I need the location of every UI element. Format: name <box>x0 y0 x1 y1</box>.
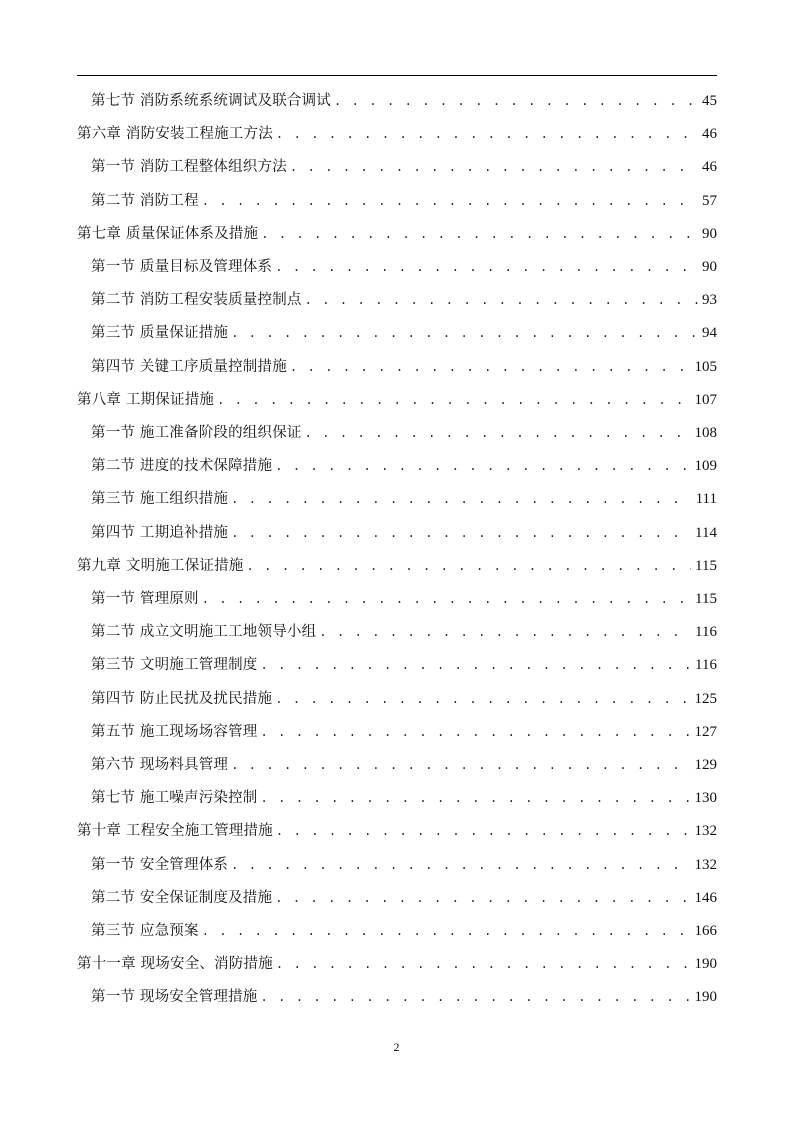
toc-entry-label: 第三节 施工组织措施 <box>91 491 229 508</box>
toc-entry-page: 93 <box>702 292 717 309</box>
toc-section-entry[interactable] <box>91 587 717 611</box>
toc-entry-page: 115 <box>695 557 717 574</box>
toc-dot-leader <box>305 288 698 312</box>
toc-entry-page: 190 <box>694 989 717 1006</box>
toc-entry-page: 107 <box>694 391 717 408</box>
toc-dot-leader <box>319 620 691 644</box>
toc-entry-label: 第二节 消防工程 <box>91 192 199 209</box>
toc-entry-label: 第十一章 现场安全、消防措施 <box>77 956 273 973</box>
toc-dot-leader <box>305 421 691 445</box>
toc-chapter-entry[interactable] <box>77 222 717 246</box>
toc-entry-label: 第三节 应急预案 <box>91 923 199 939</box>
toc-dot-leader <box>261 653 692 677</box>
toc-section-entry[interactable] <box>91 89 717 113</box>
toc-entry-page: 127 <box>694 723 717 740</box>
toc-entry-label: 第二节 消防工程安装质量控制点 <box>91 292 302 309</box>
toc-entry-label: 第一节 管理原则 <box>91 591 199 607</box>
toc-entry-label: 第一节 消防工程整体组织方法 <box>91 159 287 176</box>
toc-section-entry[interactable] <box>91 521 717 545</box>
toc-dot-leader <box>275 255 698 279</box>
toc-section-entry[interactable] <box>91 321 717 345</box>
toc-entry-page: 116 <box>695 657 717 674</box>
toc-entry-label: 第一节 安全管理体系 <box>91 856 229 873</box>
toc-dot-leader <box>276 122 698 146</box>
toc-entry-page: 46 <box>702 126 717 143</box>
toc-section-entry[interactable] <box>91 786 717 810</box>
toc-dot-leader <box>217 388 690 412</box>
toc-section-entry[interactable] <box>91 288 717 312</box>
toc-dot-leader <box>261 786 691 810</box>
toc-entry-label: 第三节 质量保证措施 <box>91 325 229 342</box>
toc-dot-leader <box>275 886 690 910</box>
toc-dot-leader <box>231 521 691 545</box>
toc-dot-leader <box>231 853 690 877</box>
page-number: 2 <box>393 1040 400 1054</box>
toc-entry-page: 115 <box>695 591 717 607</box>
toc-dot-leader <box>290 355 691 379</box>
toc-section-entry[interactable] <box>91 653 717 677</box>
toc-entry-label: 第二节 成立文明施工工地领导小组 <box>91 624 317 641</box>
toc-entry-label: 第七章 质量保证体系及措施 <box>77 225 259 242</box>
toc-section-entry[interactable] <box>91 720 717 744</box>
toc-dot-leader <box>261 720 691 744</box>
toc-entry-label: 第一节 现场安全管理措施 <box>91 989 258 1006</box>
toc-chapter-entry[interactable] <box>77 819 717 843</box>
toc-entry-label: 第九章 文明施工保证措施 <box>77 557 244 574</box>
toc-dot-leader <box>275 454 690 478</box>
toc-entry-page: 105 <box>694 358 717 375</box>
toc-entry-page: 90 <box>702 259 717 275</box>
toc-entry-page: 108 <box>694 425 717 441</box>
toc-dot-leader <box>276 952 691 976</box>
toc-entry-label: 第五节 施工现场场容管理 <box>91 723 258 740</box>
toc-dot-leader <box>261 985 691 1009</box>
toc-entry-page: 94 <box>702 325 717 342</box>
toc-section-entry[interactable] <box>91 919 717 943</box>
toc-dot-leader <box>202 919 691 943</box>
toc-entry-label: 第一节 施工准备阶段的组织保证 <box>91 425 302 441</box>
toc-entry-page: 57 <box>702 192 717 209</box>
toc-entry-label: 第一节 质量目标及管理体系 <box>91 259 273 275</box>
toc-entry-label: 第四节 关键工序质量控制措施 <box>91 358 287 375</box>
toc-section-entry[interactable] <box>91 853 717 877</box>
toc-section-entry[interactable] <box>91 687 717 711</box>
toc-entry-label: 第七节 消防系统系统调试及联合调试 <box>91 93 332 109</box>
toc-dot-leader <box>247 554 692 578</box>
toc-section-entry[interactable] <box>91 620 717 644</box>
toc-entry-page: 132 <box>694 856 717 873</box>
toc-dot-leader <box>334 89 698 113</box>
toc-section-entry[interactable] <box>91 189 717 213</box>
toc-dot-leader <box>202 189 698 213</box>
toc-entry-page: 132 <box>694 823 717 840</box>
toc-section-entry[interactable] <box>91 355 717 379</box>
toc-entry-label: 第四节 防止民扰及扰民措施 <box>91 690 273 707</box>
toc-entry-page: 114 <box>695 524 717 541</box>
toc-entry-label: 第六章 消防安装工程施工方法 <box>77 126 273 143</box>
toc-dot-leader <box>231 487 692 511</box>
toc-chapter-entry[interactable] <box>77 952 717 976</box>
toc-dot-leader <box>231 321 698 345</box>
toc-dot-leader <box>275 687 690 711</box>
toc-section-entry[interactable] <box>91 255 717 279</box>
toc-entry-label: 第十章 工程安全施工管理措施 <box>77 823 273 840</box>
toc-dot-leader <box>276 819 691 843</box>
toc-section-entry[interactable] <box>91 886 717 910</box>
toc-dot-leader <box>261 222 698 246</box>
toc-entry-label: 第三节 文明施工管理制度 <box>91 657 258 674</box>
toc-section-entry[interactable] <box>91 454 717 478</box>
toc-section-entry[interactable] <box>91 421 717 445</box>
toc-entry-page: 146 <box>694 889 717 906</box>
toc-entry-page: 111 <box>695 491 717 508</box>
header-rule <box>77 75 717 76</box>
toc-entry-label: 第二节 安全保证制度及措施 <box>91 889 273 906</box>
toc-dot-leader <box>202 587 691 611</box>
toc-chapter-entry[interactable] <box>77 122 717 146</box>
toc-entry-label: 第八章 工期保证措施 <box>77 391 215 408</box>
toc-entry-page: 109 <box>694 458 717 475</box>
toc-entry-page: 129 <box>694 757 717 773</box>
toc-entry-label: 第四节 工期追补措施 <box>91 524 229 541</box>
toc-dot-leader <box>290 155 698 179</box>
toc-entry-page: 130 <box>694 790 717 807</box>
toc-entry-page: 45 <box>702 93 717 109</box>
toc-section-entry[interactable] <box>91 487 717 511</box>
toc-chapter-entry[interactable] <box>77 554 717 578</box>
toc-entry-page: 125 <box>694 690 717 707</box>
toc-entry-label: 第六节 现场料具管理 <box>91 757 229 773</box>
toc-entry-label: 第二节 进度的技术保障措施 <box>91 458 273 475</box>
toc-section-entry[interactable] <box>91 155 717 179</box>
toc-section-entry[interactable] <box>91 753 717 777</box>
toc-entry-page: 46 <box>702 159 717 176</box>
toc-dot-leader <box>231 753 690 777</box>
toc-entry-page: 166 <box>694 923 717 939</box>
toc-section-entry[interactable] <box>91 985 717 1009</box>
toc-entry-label: 第七节 施工噪声污染控制 <box>91 790 258 807</box>
toc-entry-page: 190 <box>694 956 717 973</box>
toc-chapter-entry[interactable] <box>77 388 717 412</box>
toc-entry-page: 116 <box>695 624 717 641</box>
toc-entry-page: 90 <box>702 225 717 242</box>
